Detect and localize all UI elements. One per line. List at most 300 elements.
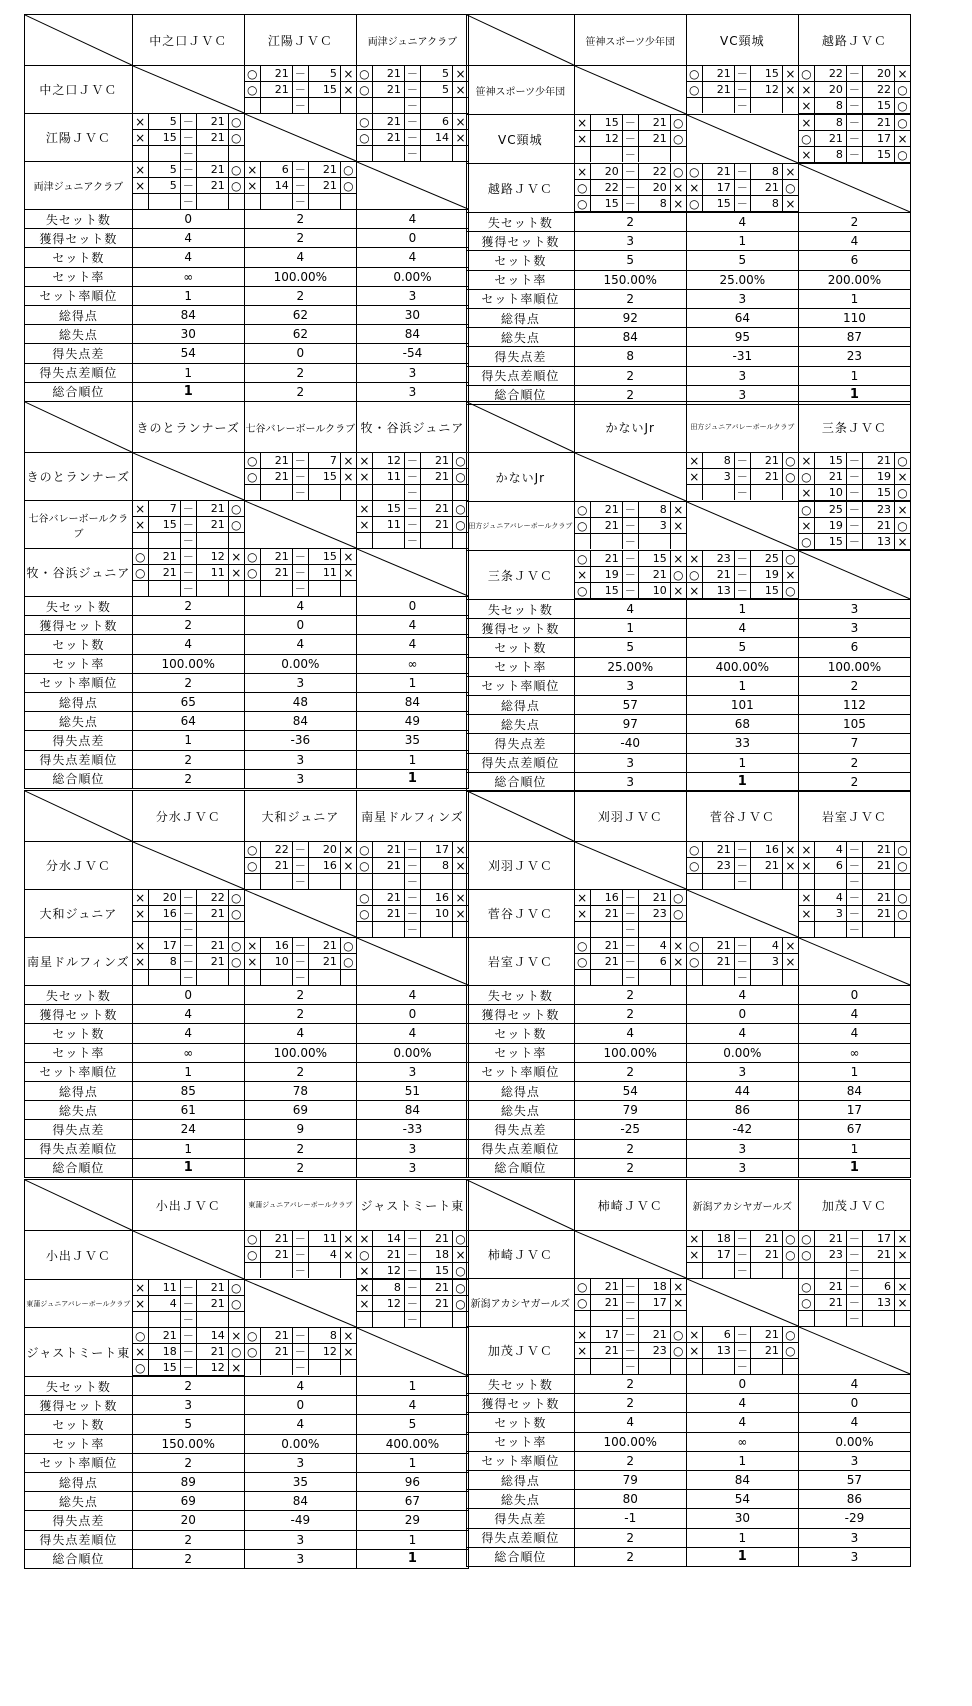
set-score bbox=[148, 922, 180, 938]
result-symbol: × bbox=[133, 1296, 148, 1312]
match-result-cell bbox=[356, 66, 468, 114]
stat-value: 97 bbox=[574, 715, 686, 734]
stat-label: セット数 bbox=[467, 638, 575, 657]
set-score: 4 bbox=[750, 938, 782, 954]
stat-value: 0.00% bbox=[356, 267, 468, 286]
score-dash: － bbox=[846, 890, 862, 906]
result-symbol bbox=[782, 1263, 798, 1279]
result-symbol: ○ bbox=[357, 114, 372, 130]
set-score: 16 bbox=[260, 938, 292, 954]
stat-value: 0 bbox=[686, 1375, 798, 1394]
result-symbol: × bbox=[133, 162, 148, 178]
set-score: 21 bbox=[148, 549, 180, 565]
result-symbol bbox=[670, 970, 686, 986]
result-symbol bbox=[228, 1312, 244, 1328]
stat-value: ∞ bbox=[686, 1432, 798, 1451]
row-team-name: 田方ジュニアバレーボールクラブ bbox=[467, 502, 575, 551]
result-symbol: × bbox=[340, 549, 356, 565]
result-symbol: × bbox=[687, 583, 702, 599]
set-score: 14 bbox=[420, 130, 452, 146]
set-row bbox=[357, 98, 468, 114]
set-score: 4 bbox=[308, 1247, 340, 1263]
stat-value: 1 bbox=[686, 676, 798, 695]
score-dash: － bbox=[180, 533, 196, 549]
set-score: 20 bbox=[590, 164, 622, 180]
stat-label: 得失点差 bbox=[467, 1120, 575, 1139]
set-score: 17 bbox=[862, 1231, 894, 1247]
set-score: 22 bbox=[260, 842, 292, 858]
set-row bbox=[575, 1359, 686, 1375]
stat-row bbox=[25, 731, 469, 750]
stat-value: 30 bbox=[356, 305, 468, 324]
score-dash: － bbox=[734, 485, 750, 501]
stat-row bbox=[25, 1472, 469, 1491]
result-symbol: ○ bbox=[799, 1295, 814, 1311]
set-score bbox=[260, 1263, 292, 1279]
result-symbol: × bbox=[357, 453, 372, 469]
match-result-cell bbox=[356, 501, 468, 549]
stat-value: 86 bbox=[798, 1490, 910, 1509]
result-symbol: ○ bbox=[245, 82, 260, 98]
set-score: 21 bbox=[196, 938, 228, 954]
stat-row bbox=[467, 366, 911, 385]
stat-label: 総失点 bbox=[467, 328, 575, 347]
result-symbol: ○ bbox=[228, 954, 244, 970]
score-dash: － bbox=[292, 66, 308, 82]
stat-value: 3 bbox=[356, 363, 468, 382]
set-score: 15 bbox=[862, 485, 894, 501]
stat-row bbox=[467, 1043, 911, 1062]
header-row bbox=[25, 15, 469, 66]
score-dash: － bbox=[292, 1247, 308, 1263]
set-score: 16 bbox=[750, 842, 782, 858]
stat-value: 1 bbox=[132, 286, 244, 305]
stat-value: 0.00% bbox=[244, 1434, 356, 1453]
result-symbol bbox=[340, 1360, 356, 1376]
score-dash: － bbox=[622, 518, 638, 534]
result-symbol bbox=[575, 1311, 590, 1327]
match-row bbox=[25, 1280, 469, 1328]
result-symbol: × bbox=[340, 453, 356, 469]
stat-value: 4 bbox=[356, 635, 468, 654]
set-score: 5 bbox=[148, 162, 180, 178]
set-scores bbox=[575, 890, 686, 937]
set-score bbox=[862, 922, 894, 938]
stat-value: 4 bbox=[798, 1005, 910, 1024]
set-score bbox=[148, 194, 180, 210]
result-symbol bbox=[670, 1311, 686, 1327]
set-score: 11 bbox=[148, 1280, 180, 1296]
set-scores bbox=[575, 551, 686, 599]
stat-label: 総得点 bbox=[467, 695, 575, 714]
set-score: 21 bbox=[420, 453, 452, 469]
result-symbol: ○ bbox=[894, 858, 910, 874]
set-row bbox=[687, 1359, 798, 1375]
score-dash: － bbox=[846, 502, 862, 518]
result-symbol: × bbox=[133, 890, 148, 906]
stat-value: 0 bbox=[798, 1394, 910, 1413]
score-dash: － bbox=[846, 469, 862, 485]
set-score: 17 bbox=[148, 938, 180, 954]
result-symbol: ○ bbox=[245, 1328, 260, 1344]
stat-label: 総得点 bbox=[467, 308, 575, 327]
stat-value: 2 bbox=[574, 1158, 686, 1177]
stat-value: 1 bbox=[356, 1453, 468, 1472]
column-team-name: 両津ジュニアクラブ bbox=[356, 15, 468, 66]
result-symbol bbox=[894, 1263, 910, 1279]
set-score bbox=[148, 1312, 180, 1328]
match-result-cell bbox=[798, 66, 910, 115]
match-result-cell bbox=[574, 890, 686, 938]
score-dash: － bbox=[622, 583, 638, 599]
result-symbol: ○ bbox=[799, 66, 814, 82]
result-symbol: × bbox=[799, 906, 814, 922]
row-team-name: VC頸城 bbox=[467, 115, 575, 164]
stat-value: 4 bbox=[244, 635, 356, 654]
set-row bbox=[133, 501, 244, 517]
stat-row bbox=[467, 289, 911, 308]
stat-label: セット率順位 bbox=[25, 673, 133, 692]
set-score: 15 bbox=[148, 517, 180, 533]
stat-value: 79 bbox=[574, 1101, 686, 1120]
stat-value: 2 bbox=[574, 1375, 686, 1394]
match-result-cell bbox=[132, 890, 244, 938]
set-score: 15 bbox=[750, 583, 782, 599]
set-row bbox=[799, 1231, 910, 1247]
stat-value: 84 bbox=[798, 1081, 910, 1100]
score-dash: － bbox=[292, 469, 308, 485]
set-score bbox=[372, 485, 404, 501]
set-scores bbox=[575, 164, 686, 212]
stat-row bbox=[25, 986, 469, 1005]
set-scores bbox=[687, 551, 798, 599]
stat-value: 0.00% bbox=[356, 1043, 468, 1062]
stat-value: 2 bbox=[574, 1139, 686, 1158]
stat-value: 84 bbox=[132, 305, 244, 324]
result-symbol: × bbox=[133, 501, 148, 517]
score-dash: － bbox=[180, 890, 196, 906]
set-score: 21 bbox=[260, 66, 292, 82]
set-score bbox=[308, 485, 340, 501]
result-symbol: × bbox=[575, 1327, 590, 1343]
score-dash: － bbox=[404, 82, 420, 98]
match-result-cell bbox=[686, 551, 798, 600]
stat-row bbox=[25, 712, 469, 731]
result-symbol: ○ bbox=[687, 196, 702, 212]
score-dash: － bbox=[292, 1231, 308, 1247]
stat-row bbox=[25, 210, 469, 229]
score-dash: － bbox=[292, 565, 308, 581]
stat-label: 失セット数 bbox=[467, 213, 575, 232]
header-row bbox=[467, 791, 911, 842]
set-score: 17 bbox=[702, 180, 734, 196]
set-row bbox=[799, 1295, 910, 1311]
stat-value: ∞ bbox=[798, 1043, 910, 1062]
set-score: 21 bbox=[420, 1231, 452, 1247]
stat-row bbox=[25, 382, 469, 401]
diagonal-line bbox=[575, 1231, 686, 1278]
set-row bbox=[799, 1247, 910, 1263]
set-score: 11 bbox=[196, 565, 228, 581]
set-row bbox=[799, 842, 910, 858]
set-row bbox=[799, 890, 910, 906]
result-symbol bbox=[357, 146, 372, 162]
self-match-cell bbox=[244, 114, 356, 162]
set-score: 20 bbox=[814, 82, 846, 98]
result-symbol bbox=[228, 922, 244, 938]
result-symbol: ○ bbox=[894, 518, 910, 534]
stat-value: 1 bbox=[798, 1062, 910, 1081]
set-score: 18 bbox=[702, 1231, 734, 1247]
result-symbol: × bbox=[782, 954, 798, 970]
score-dash: － bbox=[180, 549, 196, 565]
score-dash: － bbox=[180, 970, 196, 986]
set-score: 21 bbox=[814, 1295, 846, 1311]
set-score: 20 bbox=[638, 180, 670, 196]
result-symbol bbox=[687, 970, 702, 986]
score-dash: － bbox=[404, 130, 420, 146]
stat-label: 獲得セット数 bbox=[25, 229, 133, 248]
set-score bbox=[372, 1312, 404, 1328]
set-score: 21 bbox=[750, 1231, 782, 1247]
stat-value: 3 bbox=[686, 289, 798, 308]
result-symbol: ○ bbox=[575, 583, 590, 599]
result-symbol: ○ bbox=[228, 162, 244, 178]
set-score: 21 bbox=[702, 842, 734, 858]
set-score: 25 bbox=[814, 502, 846, 518]
stat-value: 2 bbox=[244, 363, 356, 382]
result-symbol: × bbox=[357, 1280, 372, 1296]
diagonal-line bbox=[467, 402, 574, 452]
result-symbol: ○ bbox=[575, 196, 590, 212]
set-score: 21 bbox=[148, 565, 180, 581]
score-dash: － bbox=[734, 874, 750, 890]
set-row bbox=[575, 583, 686, 599]
result-symbol bbox=[357, 98, 372, 114]
result-symbol: × bbox=[799, 518, 814, 534]
stat-value: 17 bbox=[798, 1101, 910, 1120]
score-dash: － bbox=[404, 1312, 420, 1328]
league-table bbox=[24, 790, 469, 1178]
match-result-cell bbox=[244, 66, 356, 114]
set-score bbox=[372, 98, 404, 114]
self-match-cell bbox=[798, 1327, 910, 1375]
set-row bbox=[575, 1327, 686, 1343]
score-dash: － bbox=[180, 565, 196, 581]
set-score: 22 bbox=[814, 66, 846, 82]
set-score: 21 bbox=[814, 131, 846, 147]
match-result-cell bbox=[798, 115, 910, 164]
result-symbol: ○ bbox=[782, 1247, 798, 1263]
row-team-name: 江陽ＪＶＣ bbox=[25, 114, 133, 162]
stat-value: 54 bbox=[686, 1490, 798, 1509]
stat-row bbox=[467, 1062, 911, 1081]
corner-cell bbox=[25, 791, 133, 842]
result-symbol bbox=[575, 534, 590, 550]
diagonal-line bbox=[467, 15, 574, 65]
set-score bbox=[702, 874, 734, 890]
set-score: 21 bbox=[260, 549, 292, 565]
set-scores bbox=[133, 890, 244, 937]
set-score: 19 bbox=[750, 567, 782, 583]
set-score bbox=[590, 1359, 622, 1375]
result-symbol: × bbox=[670, 502, 686, 518]
league-table bbox=[466, 790, 911, 1178]
set-score: 5 bbox=[420, 82, 452, 98]
result-symbol: ○ bbox=[228, 938, 244, 954]
stat-label: 総失点 bbox=[25, 325, 133, 344]
stat-value: 4 bbox=[686, 213, 798, 232]
match-row bbox=[467, 115, 911, 164]
corner-cell bbox=[467, 791, 575, 842]
stat-value: 3 bbox=[798, 600, 910, 619]
stat-value: 61 bbox=[132, 1101, 244, 1120]
stat-value: 2 bbox=[574, 366, 686, 385]
column-team-name: VC頸城 bbox=[686, 15, 798, 66]
set-score: 15 bbox=[590, 115, 622, 131]
stat-value: 2 bbox=[244, 1139, 356, 1158]
set-score bbox=[260, 98, 292, 114]
result-symbol: × bbox=[894, 1295, 910, 1311]
result-symbol: ○ bbox=[894, 453, 910, 469]
column-team-name: 三条ＪＶＣ bbox=[798, 402, 910, 453]
stat-value: 3 bbox=[686, 1158, 798, 1177]
result-symbol: ○ bbox=[799, 1279, 814, 1295]
self-match-cell bbox=[132, 842, 244, 890]
set-score: 21 bbox=[260, 453, 292, 469]
match-result-cell bbox=[132, 1280, 244, 1328]
stat-row bbox=[25, 1120, 469, 1139]
set-row bbox=[799, 922, 910, 938]
stat-value: 3 bbox=[798, 619, 910, 638]
set-score: 21 bbox=[420, 517, 452, 533]
result-symbol: ○ bbox=[340, 162, 356, 178]
self-match-cell bbox=[244, 501, 356, 549]
stat-value: 1 bbox=[686, 600, 798, 619]
match-result-cell bbox=[686, 164, 798, 213]
stat-label: セット数 bbox=[25, 248, 133, 267]
set-score: 22 bbox=[196, 890, 228, 906]
score-dash: － bbox=[622, 567, 638, 583]
result-symbol: × bbox=[133, 1344, 148, 1360]
result-symbol: × bbox=[670, 551, 686, 567]
result-symbol: × bbox=[245, 162, 260, 178]
result-symbol: × bbox=[452, 842, 468, 858]
stat-value: 3 bbox=[798, 1547, 910, 1566]
stat-label: 得失点差 bbox=[467, 347, 575, 366]
stat-value: 35 bbox=[356, 731, 468, 750]
set-score: 13 bbox=[702, 583, 734, 599]
result-symbol bbox=[687, 874, 702, 890]
score-dash: － bbox=[622, 534, 638, 550]
stat-row bbox=[467, 1081, 911, 1100]
self-match-cell bbox=[132, 1231, 244, 1280]
stat-value: 3 bbox=[244, 769, 356, 788]
result-symbol bbox=[575, 1359, 590, 1375]
set-score: 21 bbox=[590, 551, 622, 567]
column-team-name: 分水ＪＶＣ bbox=[132, 791, 244, 842]
score-dash: － bbox=[734, 98, 750, 114]
stat-value: 4 bbox=[356, 986, 468, 1005]
score-dash: － bbox=[404, 114, 420, 130]
score-dash: － bbox=[622, 970, 638, 986]
set-score: 11 bbox=[372, 517, 404, 533]
set-scores bbox=[245, 162, 356, 209]
set-score bbox=[814, 1263, 846, 1279]
set-score: 8 bbox=[148, 954, 180, 970]
result-symbol: ○ bbox=[245, 549, 260, 565]
result-symbol: × bbox=[340, 1231, 356, 1247]
stat-label: 失セット数 bbox=[25, 210, 133, 229]
score-dash: － bbox=[292, 1344, 308, 1360]
stat-label: 得失点差 bbox=[25, 344, 133, 363]
set-row bbox=[245, 1263, 356, 1279]
stat-value: 0 bbox=[686, 1005, 798, 1024]
stat-label: 得失点差 bbox=[25, 1511, 133, 1530]
stat-row bbox=[25, 1158, 469, 1177]
stat-value: 3 bbox=[356, 286, 468, 305]
set-scores bbox=[133, 938, 244, 985]
result-symbol: × bbox=[782, 66, 798, 82]
stat-value: 89 bbox=[132, 1472, 244, 1491]
score-dash: － bbox=[734, 82, 750, 98]
stat-row bbox=[25, 305, 469, 324]
result-symbol: ○ bbox=[799, 534, 814, 550]
stat-value: -40 bbox=[574, 734, 686, 753]
row-team-name: 越路ＪＶＣ bbox=[467, 164, 575, 213]
stat-row bbox=[467, 986, 911, 1005]
set-score bbox=[590, 922, 622, 938]
stat-row bbox=[25, 1492, 469, 1511]
set-row bbox=[575, 1279, 686, 1295]
result-symbol: × bbox=[452, 82, 468, 98]
stat-label: 得失点差順位 bbox=[467, 1528, 575, 1547]
set-score bbox=[372, 146, 404, 162]
stat-value: 24 bbox=[132, 1120, 244, 1139]
set-score: 16 bbox=[420, 890, 452, 906]
stat-value: 2 bbox=[244, 229, 356, 248]
score-dash: － bbox=[846, 147, 862, 163]
set-score: 21 bbox=[750, 1343, 782, 1359]
stat-label: 総得点 bbox=[25, 1472, 133, 1491]
stat-value: 95 bbox=[686, 328, 798, 347]
set-score: 15 bbox=[372, 501, 404, 517]
stat-value: 57 bbox=[574, 695, 686, 714]
set-score bbox=[638, 1359, 670, 1375]
set-row bbox=[245, 565, 356, 581]
match-row bbox=[25, 1231, 469, 1280]
result-symbol: ○ bbox=[245, 842, 260, 858]
set-row bbox=[133, 970, 244, 986]
set-row bbox=[575, 938, 686, 954]
set-score: 6 bbox=[638, 954, 670, 970]
set-score bbox=[590, 970, 622, 986]
score-dash: － bbox=[622, 1327, 638, 1343]
set-score bbox=[862, 1263, 894, 1279]
stat-label: 獲得セット数 bbox=[467, 232, 575, 251]
score-dash: － bbox=[180, 906, 196, 922]
result-symbol bbox=[340, 1263, 356, 1279]
set-row bbox=[575, 115, 686, 131]
set-score: 18 bbox=[420, 1247, 452, 1263]
set-score: 8 bbox=[372, 1280, 404, 1296]
set-score bbox=[196, 533, 228, 549]
set-row bbox=[133, 114, 244, 130]
stat-row bbox=[25, 344, 469, 363]
set-scores bbox=[357, 453, 468, 500]
score-dash: － bbox=[846, 842, 862, 858]
set-score: 21 bbox=[862, 453, 894, 469]
